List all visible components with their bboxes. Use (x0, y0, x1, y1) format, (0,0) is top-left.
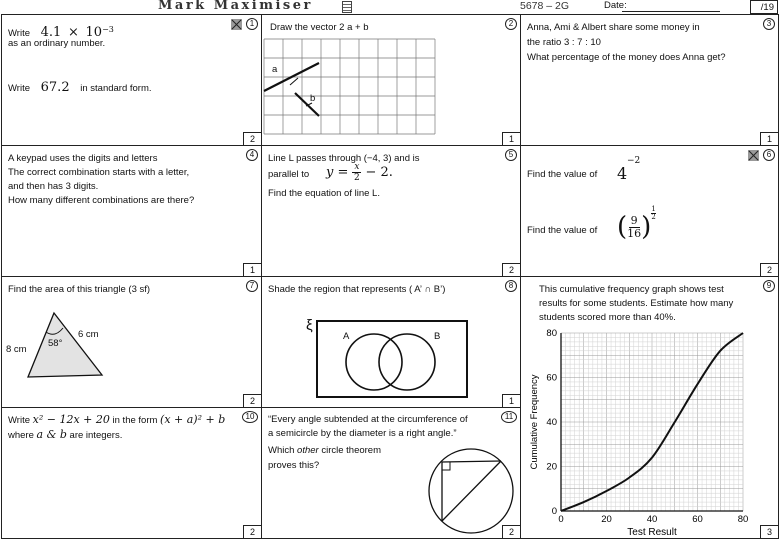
semicircle-diagram (262, 408, 521, 539)
question-number: 6 (763, 149, 775, 161)
question-5: 5 Line L passes through (−4, 3) and is parallel to y = $\frac{x}{2}$ − 2. Find the equation of line L. 2 (261, 145, 521, 277)
q1-line2: as an ordinary number. (8, 38, 106, 49)
question-8: 8 Shade the region that represents ( A’ ∩ B’) ξ A B 1 (261, 276, 521, 408)
question-number: 5 (505, 149, 517, 161)
marks-box: 2 (502, 525, 520, 538)
question-1: 1 Write $4.1 \times 10^{-3}$ as an ordinary number. Write 67.2 in standard form. 2 (1, 14, 262, 146)
vector-grid[interactable] (262, 15, 521, 146)
q1-number: 4.1 (40, 25, 62, 41)
marks-box: 1 (760, 132, 778, 145)
marks-box: 3 (760, 525, 778, 538)
q2-text: Draw the vector 2 a + b (270, 22, 369, 33)
total-score: /19 (750, 0, 778, 14)
vector-b (295, 93, 319, 116)
question-number: 11 (501, 411, 517, 423)
question-number: 3 (763, 18, 775, 30)
question-6: 6 Find the value of 4 −2 Find the value of ( 9 16 ) 1 2 2 (520, 145, 779, 277)
triangle-diagram (2, 277, 262, 408)
marks-box: 2 (243, 525, 261, 538)
date-label: Date: (604, 0, 627, 11)
class-code: 5678 – 2G (520, 0, 570, 12)
marks-box: 2 (760, 263, 778, 276)
vector-b-label: b (310, 93, 316, 104)
question-number: 4 (246, 149, 258, 161)
question-number: 10 (242, 411, 258, 423)
question-number: 8 (505, 280, 517, 292)
date-line (622, 11, 720, 12)
q10-form: (x + a)² + b (160, 413, 226, 426)
question-4: 4 A keypad uses the digits and letters The correct combination starts with a letter, and then has 3 digits. How many different combinations are there? 1 (1, 145, 262, 277)
question-number: 2 (505, 18, 517, 30)
q6-exponent: −2 (627, 156, 641, 166)
venn-diagram[interactable] (262, 277, 521, 408)
set-a-label: A (343, 331, 350, 342)
marks-box: 1 (502, 394, 520, 407)
calculator-icon (342, 1, 352, 13)
q6-base: 4 (617, 164, 628, 183)
brand-title: Mark Maximiser (158, 0, 313, 13)
x-tick-label: 40 (646, 514, 658, 525)
y-tick-label: 0 (551, 506, 557, 517)
y-tick-label: 40 (546, 417, 557, 428)
side-6cm: 6 cm (78, 329, 99, 340)
question-9: 9 This cumulative frequency graph shows test results for some students. Estimate how many students scored more than 40%. 0 20 40 60 80 0 20 40 60 80 Test Result Cumulative Frequency 3 (520, 276, 779, 539)
question-10: 10 Write x² − 12x + 20 in the form (x + a)² + b where a & b are integers. 2 (1, 407, 262, 539)
y-tick-label: 60 (546, 372, 557, 384)
question-7: 7 Find the area of this triangle (3 sf) 6 cm 8 cm 58° 2 (1, 276, 262, 408)
set-b-label: B (434, 331, 441, 342)
cumulative-frequency-chart (521, 277, 779, 539)
question-2 (261, 14, 521, 146)
question-number: 9 (763, 280, 775, 292)
x-axis-label: Test Result (627, 527, 677, 538)
question-number: 1 (246, 18, 258, 30)
q6-fraction-power: ( 9 16 ) 1 2 (617, 205, 656, 242)
x-tick-label: 0 (558, 514, 564, 525)
marks-box: 1 (502, 132, 520, 145)
y-axis-label: Cumulative Frequency (529, 374, 540, 470)
marks-box: 2 (243, 132, 261, 145)
x-tick-label: 80 (737, 514, 749, 525)
x-tick-label: 60 (692, 514, 703, 525)
worksheet-header (0, 0, 780, 14)
no-calculator-icon (231, 19, 242, 30)
y-tick-label: 80 (546, 328, 557, 339)
side-8cm: 8 cm (6, 344, 27, 355)
universal-set-symbol: ξ (306, 317, 313, 334)
question-11: 11 “Every angle subtended at the circumference of a semicircle by the diameter is a right angle.” Which other circle theorem proves this? 2 (261, 407, 521, 539)
q1-number2: 67.2 (40, 80, 70, 95)
vector-a-label: a (272, 64, 278, 75)
marks-box: 2 (243, 394, 261, 407)
y-tick-label: 20 (546, 461, 557, 473)
q10-expression: x² − 12x + 20 (32, 413, 110, 426)
marks-box: 1 (243, 263, 261, 276)
marks-box: 2 (502, 263, 520, 276)
angle-58: 58° (48, 338, 63, 349)
question-3: 3 Anna, Ami & Albert share some money in the ratio 3 : 7 : 10 What percentage of the money does Anna get? 1 (520, 14, 779, 146)
question-number: 7 (246, 280, 258, 292)
no-calculator-icon (748, 150, 759, 161)
x-tick-label: 20 (601, 514, 612, 525)
line-equation: y = $\frac{x}{2}$ − 2. (326, 162, 393, 183)
